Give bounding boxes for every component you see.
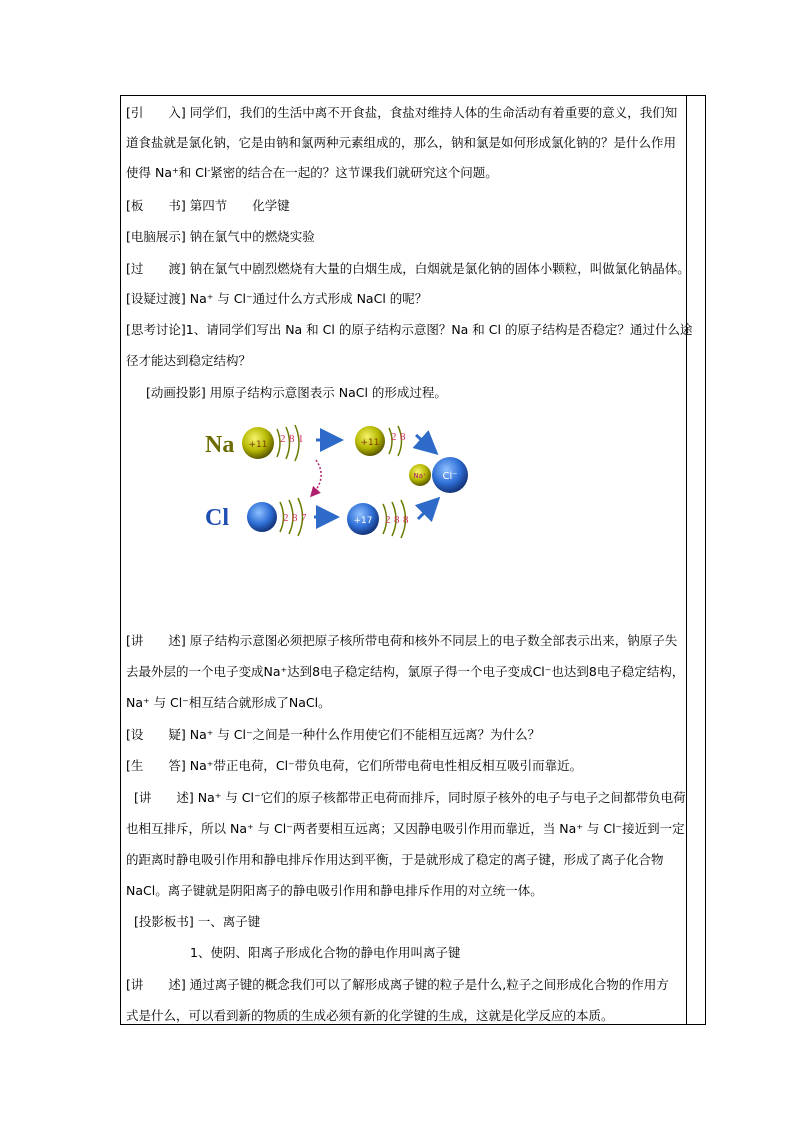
question-transition-tag: [设疑过渡] [126, 291, 186, 306]
intro-line2: 道食盐就是氯化钠，它是由钠和氯两种元素组成的，那么，钠和氯是如何形成氯化钠的？是什么作用 [126, 135, 677, 150]
animation-text: 用原子结构示意图表示 NaCl 的形成过程。 [209, 385, 447, 400]
narration3-line1 [126, 975, 669, 995]
cl-ion-shell-count-1: 2 [385, 514, 391, 526]
board-tag: [板 书] [126, 198, 186, 213]
na-nucleus-label: +11 [248, 440, 268, 450]
cl-nucleus-ball [247, 502, 277, 532]
student-text: Na⁺带正电荷，Cl⁻带负电荷，它们所带电荷电性相反相互吸引而靠近。 [189, 758, 583, 773]
cl-shell-count-3: 7 [301, 512, 307, 524]
narration2-line4: NaCl。离子键就是阴阳离子的静电吸引作用和静电排斥作用的对立统一体。 [126, 883, 543, 898]
discussion-line1 [126, 320, 692, 340]
arrow-na-ion-to-product [416, 435, 434, 451]
na-shell-count-3: 1 [298, 433, 304, 445]
narration1-tag: [讲 述] [126, 633, 186, 648]
intro-line3c: 紧密的结合在一起的？这节课我们就研究这个问题。 [210, 165, 498, 180]
cl-symbol: Cl [205, 505, 229, 531]
narration1-line3: Na⁺ 与 Cl⁻相互结合就形成了NaCl。 [126, 695, 331, 710]
electron-transfer-arrow [312, 460, 321, 495]
intro-text1: 同学们，我们的生活中离不开食盐，食盐对维持人体的生命活动有着重要的意义，我们知 [189, 105, 678, 120]
projection-line [134, 912, 260, 932]
definition-line: 1、使阴、阳离子形成化合物的静电作用叫离子键 [190, 945, 461, 960]
cl-ion-nucleus-label: +17 [353, 516, 373, 526]
na-ion-nucleus-label: +11 [360, 438, 380, 448]
product-cl-label: Cl⁻ [442, 471, 458, 482]
na-ion-shell-count-2: 8 [400, 431, 406, 443]
projection-text: 一、离子键 [197, 914, 261, 929]
product-na-label: Na⁺ [413, 472, 427, 480]
na-symbol: Na [205, 432, 235, 458]
narration2-line2: 也相互排斥，所以 Na⁺ 与 Cl⁻两者要相互远离；又因静电吸引作用而靠近，当 Na⁺ 与 Cl⁻接近到一定 [126, 821, 685, 836]
discussion-text1: 1、请同学们写出 Na 和 Cl 的原子结构示意图？Na 和 Cl 的原子结构是否稳定？通过什么途 [185, 322, 693, 337]
computer-text: 钠在氯气中的燃烧实验 [189, 229, 315, 244]
animation-line [146, 383, 447, 403]
transition-line [126, 259, 690, 279]
doubt-text: Na⁺ 与 Cl⁻之间是一种什么作用使它们不能相互远离？为什么？ [189, 727, 541, 742]
doubt-tag: [设 疑] [126, 727, 186, 742]
cl-shell-count-2: 8 [292, 512, 298, 524]
narration3-line2: 式是什么，可以看到新的物质的生成必须有新的化学键的生成，这就是化学反应的本质。 [126, 1008, 614, 1023]
computer-tag: [电脑展示] [126, 229, 186, 244]
sup-plus: + [171, 166, 179, 175]
projection-tag: [投影板书] [134, 914, 194, 929]
table-column-divider [686, 95, 687, 1025]
cl-ion-shell-count-2: 8 [394, 514, 400, 526]
intro-line3 [126, 163, 498, 183]
narration2-tag: [讲 述] [134, 790, 194, 805]
student-tag: [生 答] [126, 758, 186, 773]
nacl-formation-diagram [200, 415, 490, 545]
narration2-text1: Na⁺ 与 Cl⁻它们的原子核都带正电荷而排斥，同时原子核外的电子与电子之间都带负电荷 [197, 790, 686, 805]
narration2-line3: 的距离时静电吸引作用和静电排斥作用达到平衡，于是就形成了稳定的离子键，形成了离子化合物 [126, 852, 664, 867]
doubt-line [126, 725, 540, 745]
narration1-line1 [126, 631, 677, 651]
transition-text: 钠在氯气中剧烈燃烧有大量的白烟生成，白烟就是氯化钠的固体小颗粒，叫做氯化钠晶体。 [189, 261, 690, 276]
transition-tag: [过 渡] [126, 261, 186, 276]
arrow-cl-ion-to-product [418, 501, 436, 519]
intro-line3b: 和 Cl [178, 165, 208, 180]
question-transition-text: Na⁺ 与 Cl⁻通过什么方式形成 NaCl 的呢？ [189, 291, 428, 306]
board-text: 第四节 化学键 [189, 198, 290, 213]
question-transition-line [126, 289, 427, 309]
board-line [126, 196, 290, 216]
computer-line [126, 227, 315, 247]
student-line [126, 756, 582, 776]
discussion-line2: 径才能达到稳定结构？ [126, 353, 252, 368]
intro-tag: [引 入] [126, 105, 186, 120]
cl-ion-shell-count-3: 8 [403, 514, 409, 526]
intro-line3a: 使得 Na [126, 165, 172, 180]
narration1-line2: 去最外层的一个电子变成Na⁺达到8电子稳定结构，氯原子得一个电子变成Cl⁻也达到8电子稳定结构， [126, 664, 685, 679]
narration3-tag: [讲 述] [126, 977, 186, 992]
na-shell-count-1: 2 [280, 433, 286, 445]
narration2-line1 [134, 788, 686, 808]
intro-line1 [126, 103, 677, 123]
narration3-text1: 通过离子键的概念我们可以了解形成离子键的粒子是什么,粒子之间形成化合物的作用方 [189, 977, 669, 992]
animation-tag: [动画投影] [146, 385, 206, 400]
cl-shell-count-1: 2 [283, 512, 289, 524]
discussion-tag: [思考讨论] [126, 322, 186, 337]
na-ion-shell-count-1: 2 [391, 431, 397, 443]
na-shell-count-2: 8 [289, 433, 295, 445]
sup-minus: - [207, 166, 211, 175]
narration1-text1: 原子结构示意图必须把原子核所带电荷和核外不同层上的电子数全部表示出来，钠原子失 [189, 633, 678, 648]
